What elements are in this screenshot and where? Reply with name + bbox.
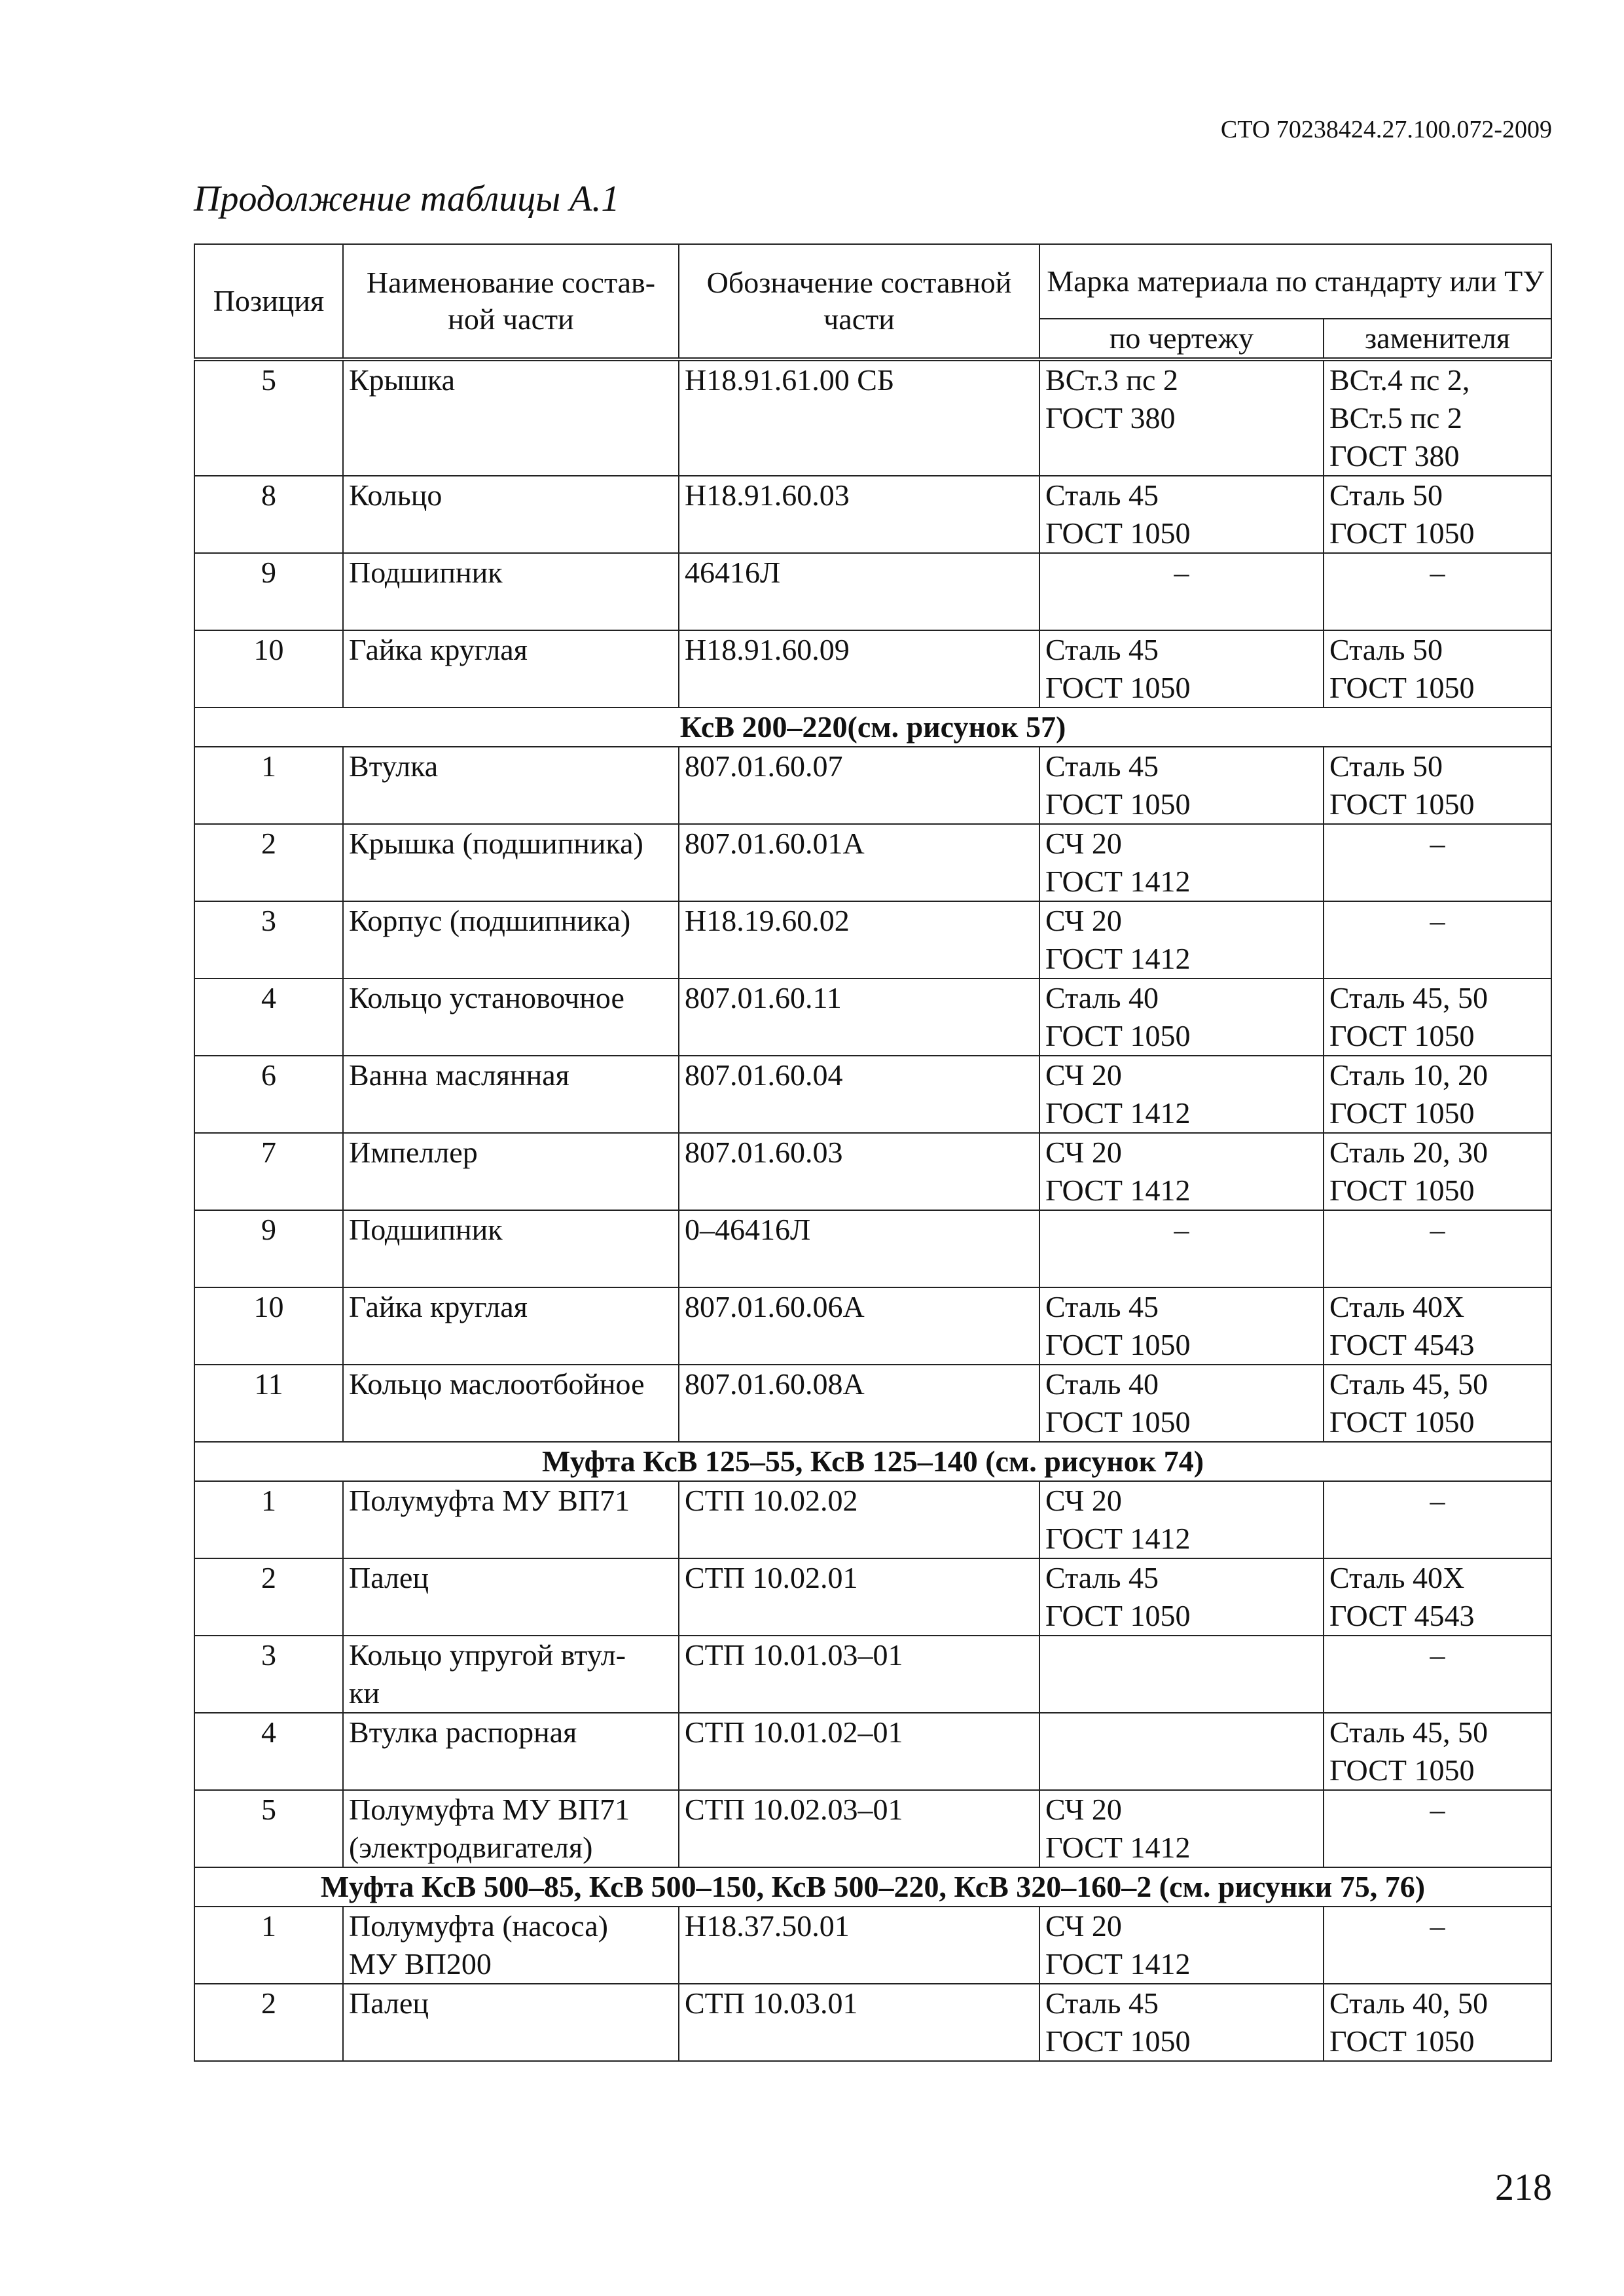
cell-material-by-drawing: –	[1039, 553, 1324, 630]
table-row	[194, 824, 1551, 901]
cell-designation: Н18.37.50.01	[679, 1907, 1039, 1984]
cell-name: Подшипник	[343, 553, 679, 630]
cell-position: 3	[194, 1636, 343, 1713]
cell-position: 3	[194, 901, 343, 978]
cell-material-substitute: Сталь 40Х ГОСТ 4543	[1324, 1287, 1551, 1365]
table-row	[194, 1984, 1551, 2061]
cell-name: Импеллер	[343, 1133, 679, 1210]
cell-material-substitute: Сталь 50 ГОСТ 1050	[1324, 747, 1551, 824]
cell-material-by-drawing: Сталь 45 ГОСТ 1050	[1039, 476, 1324, 553]
cell-designation: 807.01.60.03	[679, 1133, 1039, 1210]
cell-material-by-drawing: –	[1039, 1210, 1324, 1287]
cell-designation: 807.01.60.01А	[679, 824, 1039, 901]
cell-position: 10	[194, 1287, 343, 1365]
cell-position: 9	[194, 1210, 343, 1287]
cell-material-substitute: Сталь 45, 50 ГОСТ 1050	[1324, 1713, 1551, 1790]
cell-material-by-drawing	[1039, 1636, 1324, 1713]
cell-material-substitute: Сталь 20, 30 ГОСТ 1050	[1324, 1133, 1551, 1210]
cell-designation: СТП 10.02.03–01	[679, 1790, 1039, 1867]
table-row	[194, 901, 1551, 978]
cell-name: Полумуфта (насоса) МУ ВП200	[343, 1907, 679, 1984]
cell-material-by-drawing: СЧ 20 ГОСТ 1412	[1039, 901, 1324, 978]
cell-position: 2	[194, 1984, 343, 2061]
cell-name: Крышка (подшипника)	[343, 824, 679, 901]
header-material: Марка материала по стандарту или ТУ	[1039, 244, 1551, 319]
cell-material-by-drawing: СЧ 20 ГОСТ 1412	[1039, 824, 1324, 901]
table-row	[194, 1636, 1551, 1713]
cell-name: Палец	[343, 1558, 679, 1636]
cell-position: 1	[194, 747, 343, 824]
cell-material-substitute: –	[1324, 901, 1551, 978]
header-by-drawing: по чертежу	[1039, 319, 1324, 359]
table-row	[194, 359, 1551, 476]
cell-designation: СТП 10.02.01	[679, 1558, 1039, 1636]
cell-material-by-drawing: СЧ 20 ГОСТ 1412	[1039, 1907, 1324, 1984]
cell-material-by-drawing: Сталь 40 ГОСТ 1050	[1039, 1365, 1324, 1442]
section-title: КсВ 200–220(см. рисунок 57)	[194, 708, 1551, 747]
cell-material-by-drawing: Сталь 45 ГОСТ 1050	[1039, 1287, 1324, 1365]
table-header	[194, 244, 1551, 359]
table-row	[194, 1481, 1551, 1558]
cell-designation: Н18.19.60.02	[679, 901, 1039, 978]
cell-material-substitute: –	[1324, 1481, 1551, 1558]
cell-material-by-drawing: СЧ 20 ГОСТ 1412	[1039, 1481, 1324, 1558]
cell-designation: СТП 10.02.02	[679, 1481, 1039, 1558]
cell-position: 2	[194, 824, 343, 901]
table-row	[194, 1056, 1551, 1133]
cell-designation: СТП 10.01.03–01	[679, 1636, 1039, 1713]
header-name: Наименование состав-ной части	[343, 244, 679, 359]
table-row	[194, 1713, 1551, 1790]
cell-material-substitute: Сталь 45, 50 ГОСТ 1050	[1324, 1365, 1551, 1442]
cell-material-substitute: Сталь 50 ГОСТ 1050	[1324, 476, 1551, 553]
cell-name: Полумуфта МУ ВП71 (электродвигателя)	[343, 1790, 679, 1867]
cell-position: 1	[194, 1907, 343, 1984]
cell-name: Кольцо	[343, 476, 679, 553]
table-row	[194, 747, 1551, 824]
cell-name: Втулка	[343, 747, 679, 824]
cell-name: Гайка круглая	[343, 630, 679, 708]
cell-position: 1	[194, 1481, 343, 1558]
cell-name: Подшипник	[343, 1210, 679, 1287]
header-position: Позиция	[194, 244, 343, 359]
cell-material-by-drawing: СЧ 20 ГОСТ 1412	[1039, 1056, 1324, 1133]
cell-designation: Н18.91.60.03	[679, 476, 1039, 553]
table-row	[194, 1790, 1551, 1867]
cell-designation: СТП 10.03.01	[679, 1984, 1039, 2061]
table-row	[194, 978, 1551, 1056]
cell-material-by-drawing: Сталь 45 ГОСТ 1050	[1039, 747, 1324, 824]
cell-designation: 807.01.60.08А	[679, 1365, 1039, 1442]
cell-name: Кольцо маслоотбойное	[343, 1365, 679, 1442]
cell-material-by-drawing: СЧ 20 ГОСТ 1412	[1039, 1133, 1324, 1210]
cell-designation: 0–46416Л	[679, 1210, 1039, 1287]
section-header-row	[194, 1867, 1551, 1907]
cell-material-by-drawing: Сталь 45 ГОСТ 1050	[1039, 1984, 1324, 2061]
page-number: 218	[1495, 2166, 1552, 2208]
cell-name: Корпус (подшипника)	[343, 901, 679, 978]
cell-name: Кольцо установочное	[343, 978, 679, 1056]
table-row	[194, 1287, 1551, 1365]
cell-material-by-drawing: Сталь 45 ГОСТ 1050	[1039, 1558, 1324, 1636]
cell-position: 11	[194, 1365, 343, 1442]
document-code: СТО 70238424.27.100.072-2009	[1220, 116, 1552, 143]
table-row	[194, 1365, 1551, 1442]
parts-table	[194, 243, 1552, 2062]
table-caption: Продолжение таблицы А.1	[194, 179, 620, 219]
cell-designation: 807.01.60.06А	[679, 1287, 1039, 1365]
cell-material-substitute: –	[1324, 1210, 1551, 1287]
cell-name: Крышка	[343, 359, 679, 476]
cell-designation: 807.01.60.07	[679, 747, 1039, 824]
cell-material-by-drawing: Сталь 45 ГОСТ 1050	[1039, 630, 1324, 708]
cell-position: 8	[194, 476, 343, 553]
section-title: Муфта КсВ 500–85, КсВ 500–150, КсВ 500–220, КсВ 320–160–2 (см. рисунки 75, 76)	[194, 1867, 1551, 1907]
cell-material-by-drawing	[1039, 1713, 1324, 1790]
table-row	[194, 1133, 1551, 1210]
cell-position: 7	[194, 1133, 343, 1210]
table-body	[194, 359, 1551, 2061]
cell-position: 6	[194, 1056, 343, 1133]
header-substitute: заменителя	[1324, 319, 1551, 359]
cell-designation: СТП 10.01.02–01	[679, 1713, 1039, 1790]
cell-material-substitute: Сталь 45, 50 ГОСТ 1050	[1324, 978, 1551, 1056]
cell-material-substitute: –	[1324, 1907, 1551, 1984]
cell-designation: 46416Л	[679, 553, 1039, 630]
table-row	[194, 553, 1551, 630]
cell-position: 5	[194, 1790, 343, 1867]
cell-material-substitute: Сталь 10, 20 ГОСТ 1050	[1324, 1056, 1551, 1133]
table-row	[194, 1907, 1551, 1984]
cell-material-by-drawing: ВСт.3 пс 2 ГОСТ 380	[1039, 359, 1324, 476]
cell-material-substitute: ВСт.4 пс 2, ВСт.5 пс 2 ГОСТ 380	[1324, 359, 1551, 476]
section-title: Муфта КсВ 125–55, КсВ 125–140 (см. рисунок 74)	[194, 1442, 1551, 1481]
table-row	[194, 630, 1551, 708]
cell-material-substitute: –	[1324, 824, 1551, 901]
cell-material-substitute: Сталь 50 ГОСТ 1050	[1324, 630, 1551, 708]
table-row	[194, 476, 1551, 553]
cell-name: Палец	[343, 1984, 679, 2061]
cell-designation: Н18.91.60.09	[679, 630, 1039, 708]
cell-material-substitute: –	[1324, 1790, 1551, 1867]
cell-position: 10	[194, 630, 343, 708]
cell-position: 2	[194, 1558, 343, 1636]
cell-name: Втулка распорная	[343, 1713, 679, 1790]
cell-designation: Н18.91.61.00 СБ	[679, 359, 1039, 476]
cell-position: 5	[194, 359, 343, 476]
cell-designation: 807.01.60.04	[679, 1056, 1039, 1133]
header-designation: Обозначение составной части	[679, 244, 1039, 359]
cell-material-substitute: Сталь 40Х ГОСТ 4543	[1324, 1558, 1551, 1636]
cell-position: 4	[194, 978, 343, 1056]
cell-name: Кольцо упругой втул- ки	[343, 1636, 679, 1713]
cell-designation: 807.01.60.11	[679, 978, 1039, 1056]
cell-name: Ванна маслянная	[343, 1056, 679, 1133]
cell-name: Полумуфта МУ ВП71	[343, 1481, 679, 1558]
cell-material-substitute: –	[1324, 1636, 1551, 1713]
cell-material-by-drawing: Сталь 40 ГОСТ 1050	[1039, 978, 1324, 1056]
table-row	[194, 1558, 1551, 1636]
section-header-row	[194, 1442, 1551, 1481]
cell-position: 4	[194, 1713, 343, 1790]
cell-material-by-drawing: СЧ 20 ГОСТ 1412	[1039, 1790, 1324, 1867]
cell-material-substitute: –	[1324, 553, 1551, 630]
section-header-row	[194, 708, 1551, 747]
cell-material-substitute: Сталь 40, 50 ГОСТ 1050	[1324, 1984, 1551, 2061]
cell-position: 9	[194, 553, 343, 630]
cell-name: Гайка круглая	[343, 1287, 679, 1365]
table-row	[194, 1210, 1551, 1287]
